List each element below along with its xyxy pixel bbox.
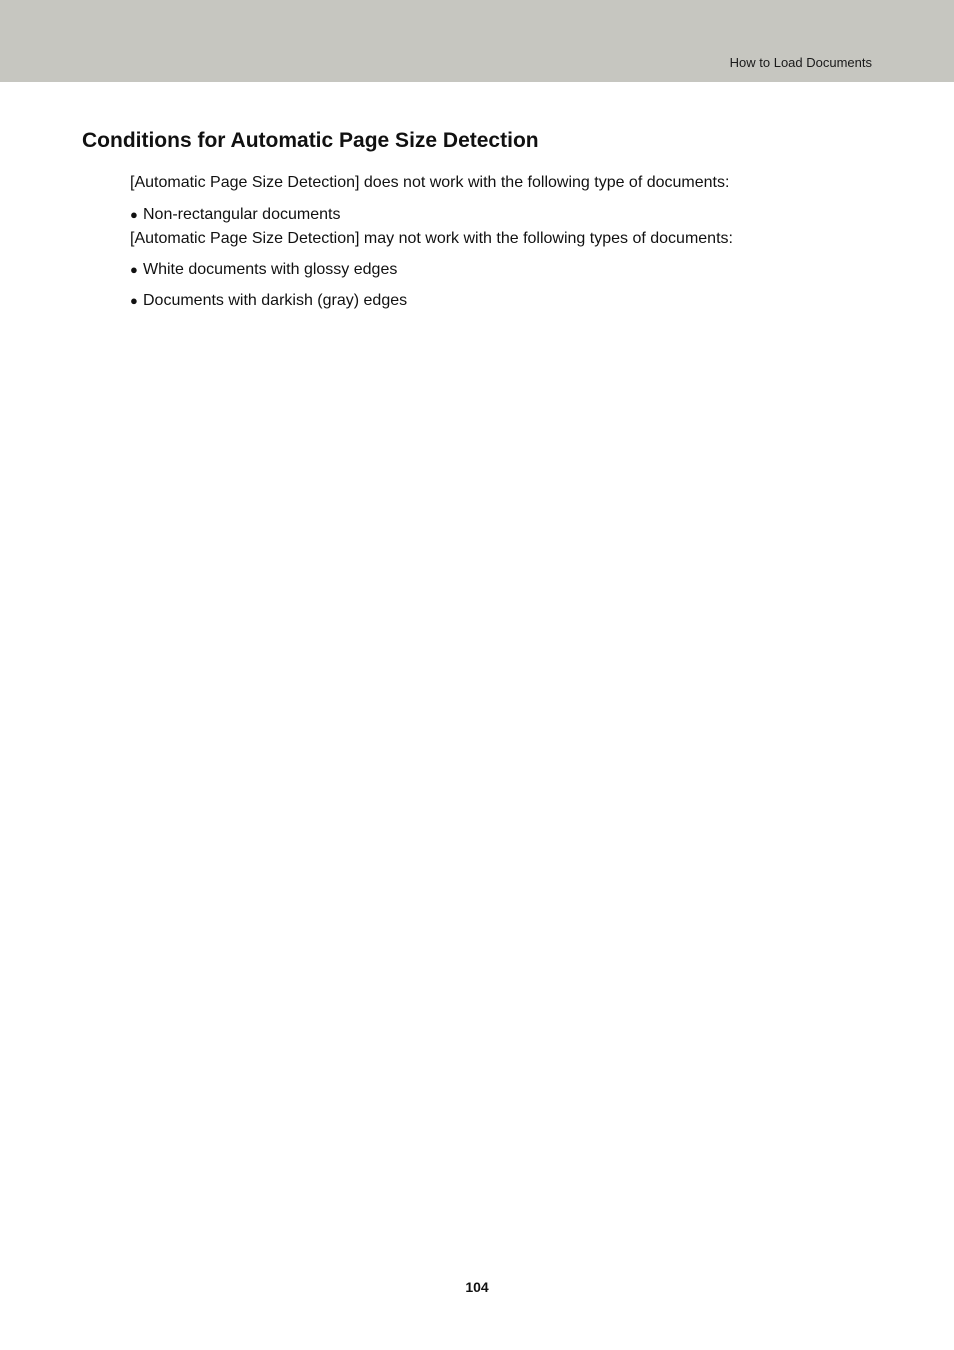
- list-item-label: Non-rectangular documents: [143, 206, 341, 223]
- list-item: [130, 291, 407, 311]
- page-number: 104: [465, 1279, 489, 1295]
- section-header-title: How to Load Documents: [729, 55, 872, 70]
- paragraph-may-not-work: [Automatic Page Size Detection] may not work with the following types of documents:: [130, 230, 733, 247]
- bullet-icon: ●: [130, 293, 138, 308]
- list-item: [130, 205, 340, 225]
- page-header-band: [0, 0, 954, 82]
- list-item: [130, 260, 397, 280]
- list-item-label: Documents with darkish (gray) edges: [143, 292, 408, 309]
- bullet-icon: ●: [130, 262, 138, 277]
- bullet-icon: ●: [130, 207, 138, 222]
- list-item-label: White documents with glossy edges: [143, 261, 398, 278]
- paragraph-does-not-work: [Automatic Page Size Detection] does not work with the following type of documents:: [130, 174, 730, 191]
- page-title: Conditions for Automatic Page Size Detection: [82, 129, 539, 152]
